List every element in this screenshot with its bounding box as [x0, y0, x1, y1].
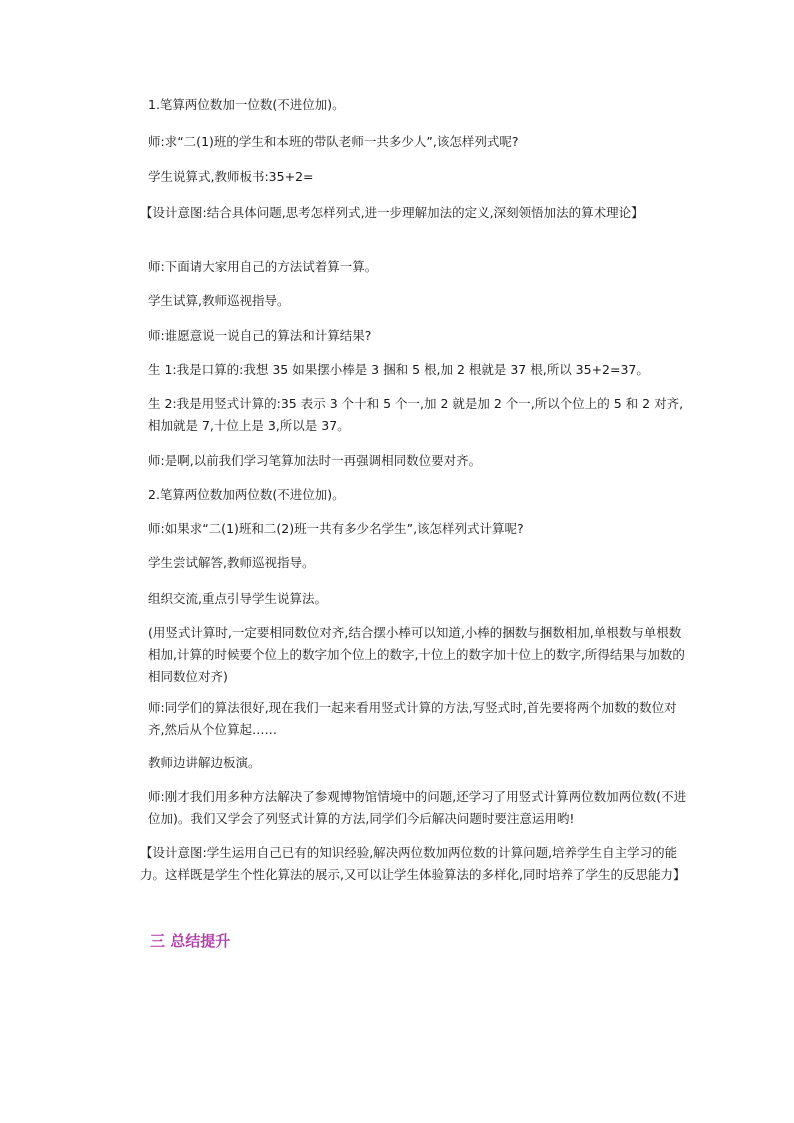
paragraph-7: 师:谁愿意说一说自己的算法和计算结果? [148, 328, 372, 343]
paragraph-10: 师:是啊,以前我们学习笔算加法时一再强调相同数位要对齐。 [148, 453, 482, 468]
paragraph-6: 学生试算,教师巡视指导。 [148, 293, 290, 308]
design-intent-2: 【设计意图:学生运用自己已有的知识经验,解决两位数加两位数的计算问题,培养学生自主学习的能力。这样既是学生个性化算法的展示,又可以让学生体验算法的多样化,同时培养了学生的反思能力】 [140, 845, 686, 882]
paragraph-11: 2.笔算两位数加两位数(不进位加)。 [148, 487, 345, 502]
paragraph-5: 师:下面请大家用自己的方法试着算一算。 [148, 259, 378, 274]
paragraph-17: 教师边讲解边板演。 [148, 755, 261, 770]
paragraph-16: 师:同学们的算法很好,现在我们一起来看用竖式计算的方法,写竖式时,首先要将两个加数的数位对齐,然后从个位算起…… [148, 700, 677, 737]
design-intent-1: 【设计意图:结合具体问题,思考怎样列式,进一步理解加法的定义,深刻领悟加法的算术理论】 [140, 205, 644, 220]
paragraph-8: 生 1:我是口算的:我想 35 如果摆小棒是 3 捆和 5 根,加 2 根就是 37 根,所以 35+2=37。 [148, 362, 649, 377]
paragraph-13: 学生尝试解答,教师巡视指导。 [148, 555, 315, 570]
paragraph-2: 师:求“二(1)班的学生和本班的带队老师一共多少人”,该怎样列式呢? [148, 134, 519, 149]
paragraph-15: (用竖式计算时,一定要相同数位对齐,结合摆小棒可以知道,小棒的捆数与捆数相加,单根数与单根数相加,计算的时候要个位上的数字加个位上的数字,十位上的数字加十位上的数字,所得结果与加数的相同数位对齐) [148, 625, 685, 684]
paragraph-12: 师:如果求“二(1)班和二(2)班一共有多少名学生”,该怎样列式计算呢? [148, 521, 524, 536]
paragraph-18: 师:刚才我们用多种方法解决了参观博物馆情境中的问题,还学习了用竖式计算两位数加两位数(不进位加)。我们又学会了列竖式计算的方法,同学们今后解决问题时要注意运用哟! [148, 789, 687, 826]
paragraph-14: 组织交流,重点引导学生说算法。 [148, 591, 327, 606]
paragraph-3: 学生说算式,教师板书:35+2= [148, 169, 314, 184]
paragraph-1: 1.笔算两位数加一位数(不进位加)。 [148, 97, 345, 112]
section-heading: 三 总结提升 [150, 932, 231, 950]
paragraph-9: 生 2:我是用竖式计算的:35 表示 3 个十和 5 个一,加 2 就是加 2 个一,所以个位上的 5 和 2 对齐,相加就是 7,十位上是 3,所以是 37。 [148, 396, 684, 433]
